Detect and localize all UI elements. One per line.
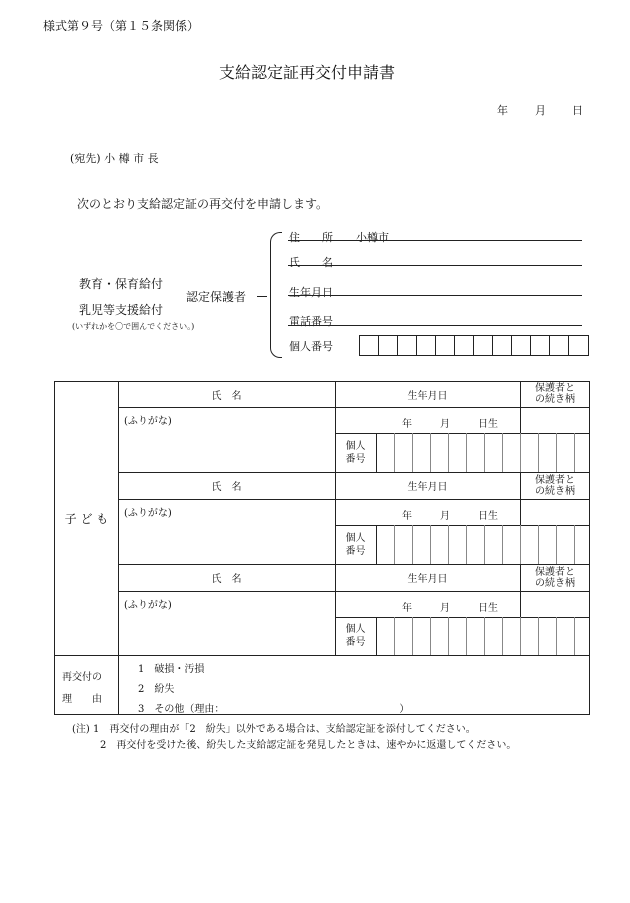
child1-relation-header: 保護者と の続き柄 — [535, 383, 575, 405]
reason-option-2[interactable]: 2 紛失 — [138, 684, 175, 695]
dob-label: 生年月日 — [289, 286, 333, 299]
address-label: 住 所 — [289, 231, 333, 244]
child2-mynumber-label: 個人 番号 — [345, 532, 366, 557]
child3-mynumber-label: 個人 番号 — [345, 624, 366, 648]
reason-option-1[interactable]: 1 破損・汚損 — [138, 664, 205, 675]
child3-mynumber-boxes[interactable] — [376, 617, 590, 655]
guardian-dash — [257, 296, 267, 297]
phone-line[interactable] — [288, 325, 582, 326]
mynumber-label: 個人番号 — [289, 340, 333, 353]
benefit-note: (いずれかを〇で囲んでください。) — [72, 322, 195, 331]
children-col-divider — [118, 381, 119, 715]
child3-name-header: 氏 名 — [211, 574, 242, 585]
date-day: 日 — [572, 104, 583, 117]
note-2: 2 再交付を受けた後、紛失した支給認定証を発見したときは、速やかに返還してください。 — [100, 740, 517, 751]
benefit-type-education: 教育・保育給付 — [79, 277, 164, 291]
child3-furigana: (ふりがな) — [124, 600, 172, 611]
child3-dob-header: 生年月日 — [407, 574, 448, 585]
date-year: 年 — [497, 104, 508, 117]
guardian-label: 認定保護者 — [186, 290, 247, 304]
child2-relation-header: 保護者と の続き柄 — [535, 474, 575, 497]
date-month: 月 — [535, 104, 546, 117]
child3-relation-header: 保護者と の続き柄 — [535, 566, 575, 589]
child2-dob-header: 生年月日 — [407, 482, 448, 493]
child2-furigana: (ふりがな) — [124, 508, 172, 519]
reason-option-3[interactable]: 3 その他（理由： ） — [138, 704, 410, 715]
child1-dob-header: 生年月日 — [407, 390, 448, 402]
reason-label-line1: 再交付の — [62, 672, 102, 683]
name-label: 氏 名 — [289, 256, 333, 269]
children-section-label: 子 ど も — [64, 511, 109, 526]
request-text: 次のとおり支給認定証の再交付を申請します。 — [77, 197, 329, 211]
address-line[interactable] — [288, 240, 582, 241]
reason-divider — [54, 655, 590, 656]
name-line[interactable] — [288, 265, 582, 266]
page-title: 支給認定証再交付申請書 — [219, 63, 396, 82]
addressee: (宛先) 小 樽 市 長 — [70, 152, 159, 165]
child2-name-header: 氏 名 — [211, 482, 242, 493]
form-number: 様式第９号（第１５条関係） — [43, 19, 200, 33]
address-value: 小樽市 — [356, 231, 389, 244]
note-1: (注) 1 再交付の理由が「2 紛失」以外である場合は、支給認定証を添付してください。 — [72, 724, 476, 735]
guardian-mynumber-boxes[interactable] — [359, 335, 589, 356]
child1-furigana: (ふりがな) — [124, 416, 172, 427]
guardian-bracket — [270, 232, 282, 358]
child2-mynumber-boxes[interactable] — [376, 525, 590, 564]
phone-label: 電話番号 — [289, 315, 333, 328]
child1-name-header: 氏 名 — [211, 390, 242, 402]
child1-mynumber-label: 個人 番号 — [345, 440, 366, 465]
child1-mynumber-boxes[interactable] — [376, 433, 590, 472]
reason-label-line2: 理 由 — [62, 694, 102, 705]
dob-line[interactable] — [288, 295, 582, 296]
benefit-type-infant: 乳児等支援給付 — [79, 303, 164, 317]
